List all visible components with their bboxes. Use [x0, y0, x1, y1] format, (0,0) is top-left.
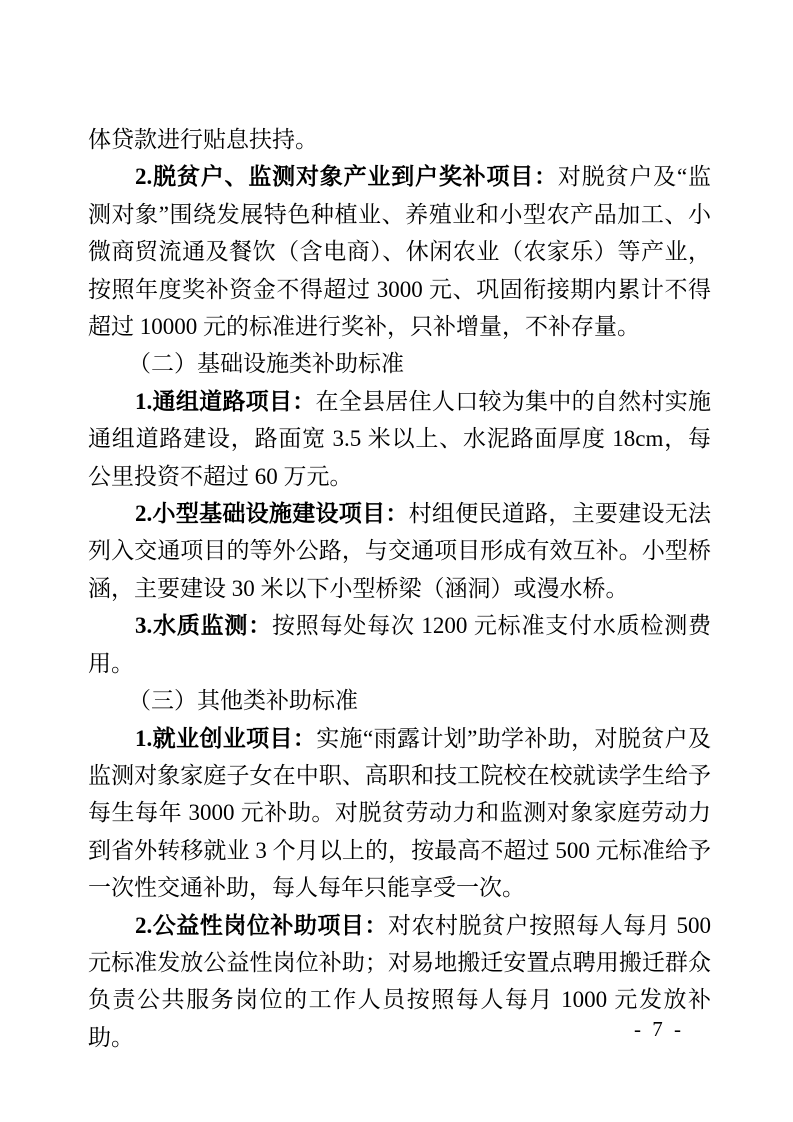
paragraph-item-2-small-infrastructure — [88, 495, 711, 607]
paragraph-text: 体贷款进行贴息扶持。 — [88, 127, 318, 152]
paragraph-text: 对脱贫户及“监测对象”围绕发展特色种植业、养殖业和小型农产品加工、小微商贸流通及餐饮（含电商）、休闲农业（农家乐）等产业，按照年度奖补资金不得超过 3000 元、巩固衔接期内累计不得超过 10000 元的标准进行奖补，只补增量，不补存量。 — [88, 164, 711, 340]
paragraph-text: 在全县居住人口较为集中的自然村实施通组道路建设，路面宽 3.5 米以上、水泥路面厚度 18cm，每公里投资不超过 60 万元。 — [88, 388, 711, 489]
paragraph-bold-heading: 3.水质监测： — [135, 613, 273, 639]
paragraph-text: 对农村脱贫户按照每人每月 500 元标准发放公益性岗位补助；对易地搬迁安置点聘用搬迁群众负责公共服务岗位的工作人员按照每人每月 1000 元发放补助。 — [88, 912, 712, 1050]
paragraph-bold-heading: 1.就业创业项目： — [135, 725, 317, 751]
paragraph-bold-heading: 2.脱贫户、监测对象产业到户奖补项目： — [135, 164, 558, 190]
page-number: - 7 - — [634, 1017, 684, 1041]
section-heading-text: （二）基础设施类补助标准 — [128, 351, 404, 377]
paragraph-item-3-water-quality — [88, 607, 711, 682]
section-heading-infrastructure — [88, 345, 711, 382]
paragraph-item-1-employment — [88, 720, 711, 907]
paragraph-text: 按照每处每次 1200 元标准支付水质检测费用。 — [88, 613, 712, 676]
paragraph-item-2-public-welfare-posts — [88, 907, 711, 1057]
paragraph-bold-heading: 2.小型基础设施建设项目： — [135, 501, 409, 527]
section-heading-text: （三）其他类补助标准 — [128, 688, 358, 714]
section-heading-other — [88, 682, 711, 719]
paragraph-continuation — [88, 121, 711, 158]
paragraph-bold-heading: 2.公益性岗位补助项目： — [135, 912, 388, 938]
paragraph-text: 村组便民道路，主要建设无法列入交通项目的等外公路，与交通项目形成有效互补。小型桥涵，主要建设 30 米以下小型桥梁（涵洞）或漫水桥。 — [88, 501, 711, 601]
paragraph-text: 实施“雨露计划”助学补助，对脱贫户及监测对象家庭子女在中职、高职和技工院校在校就读学生给予每生每年 3000 元补助。对脱贫劳动力和监测对象家庭劳动力到省外转移就业 3 个月以上的，按最高不超过 500 元标准给予一次性交通补助，每人每年只能享受一次。 — [88, 725, 712, 901]
document-body-text — [88, 121, 711, 1056]
paragraph-item-2-industry-subsidy — [88, 158, 711, 345]
paragraph-item-1-village-roads — [88, 383, 711, 495]
paragraph-bold-heading: 1.通组道路项目： — [135, 388, 316, 414]
